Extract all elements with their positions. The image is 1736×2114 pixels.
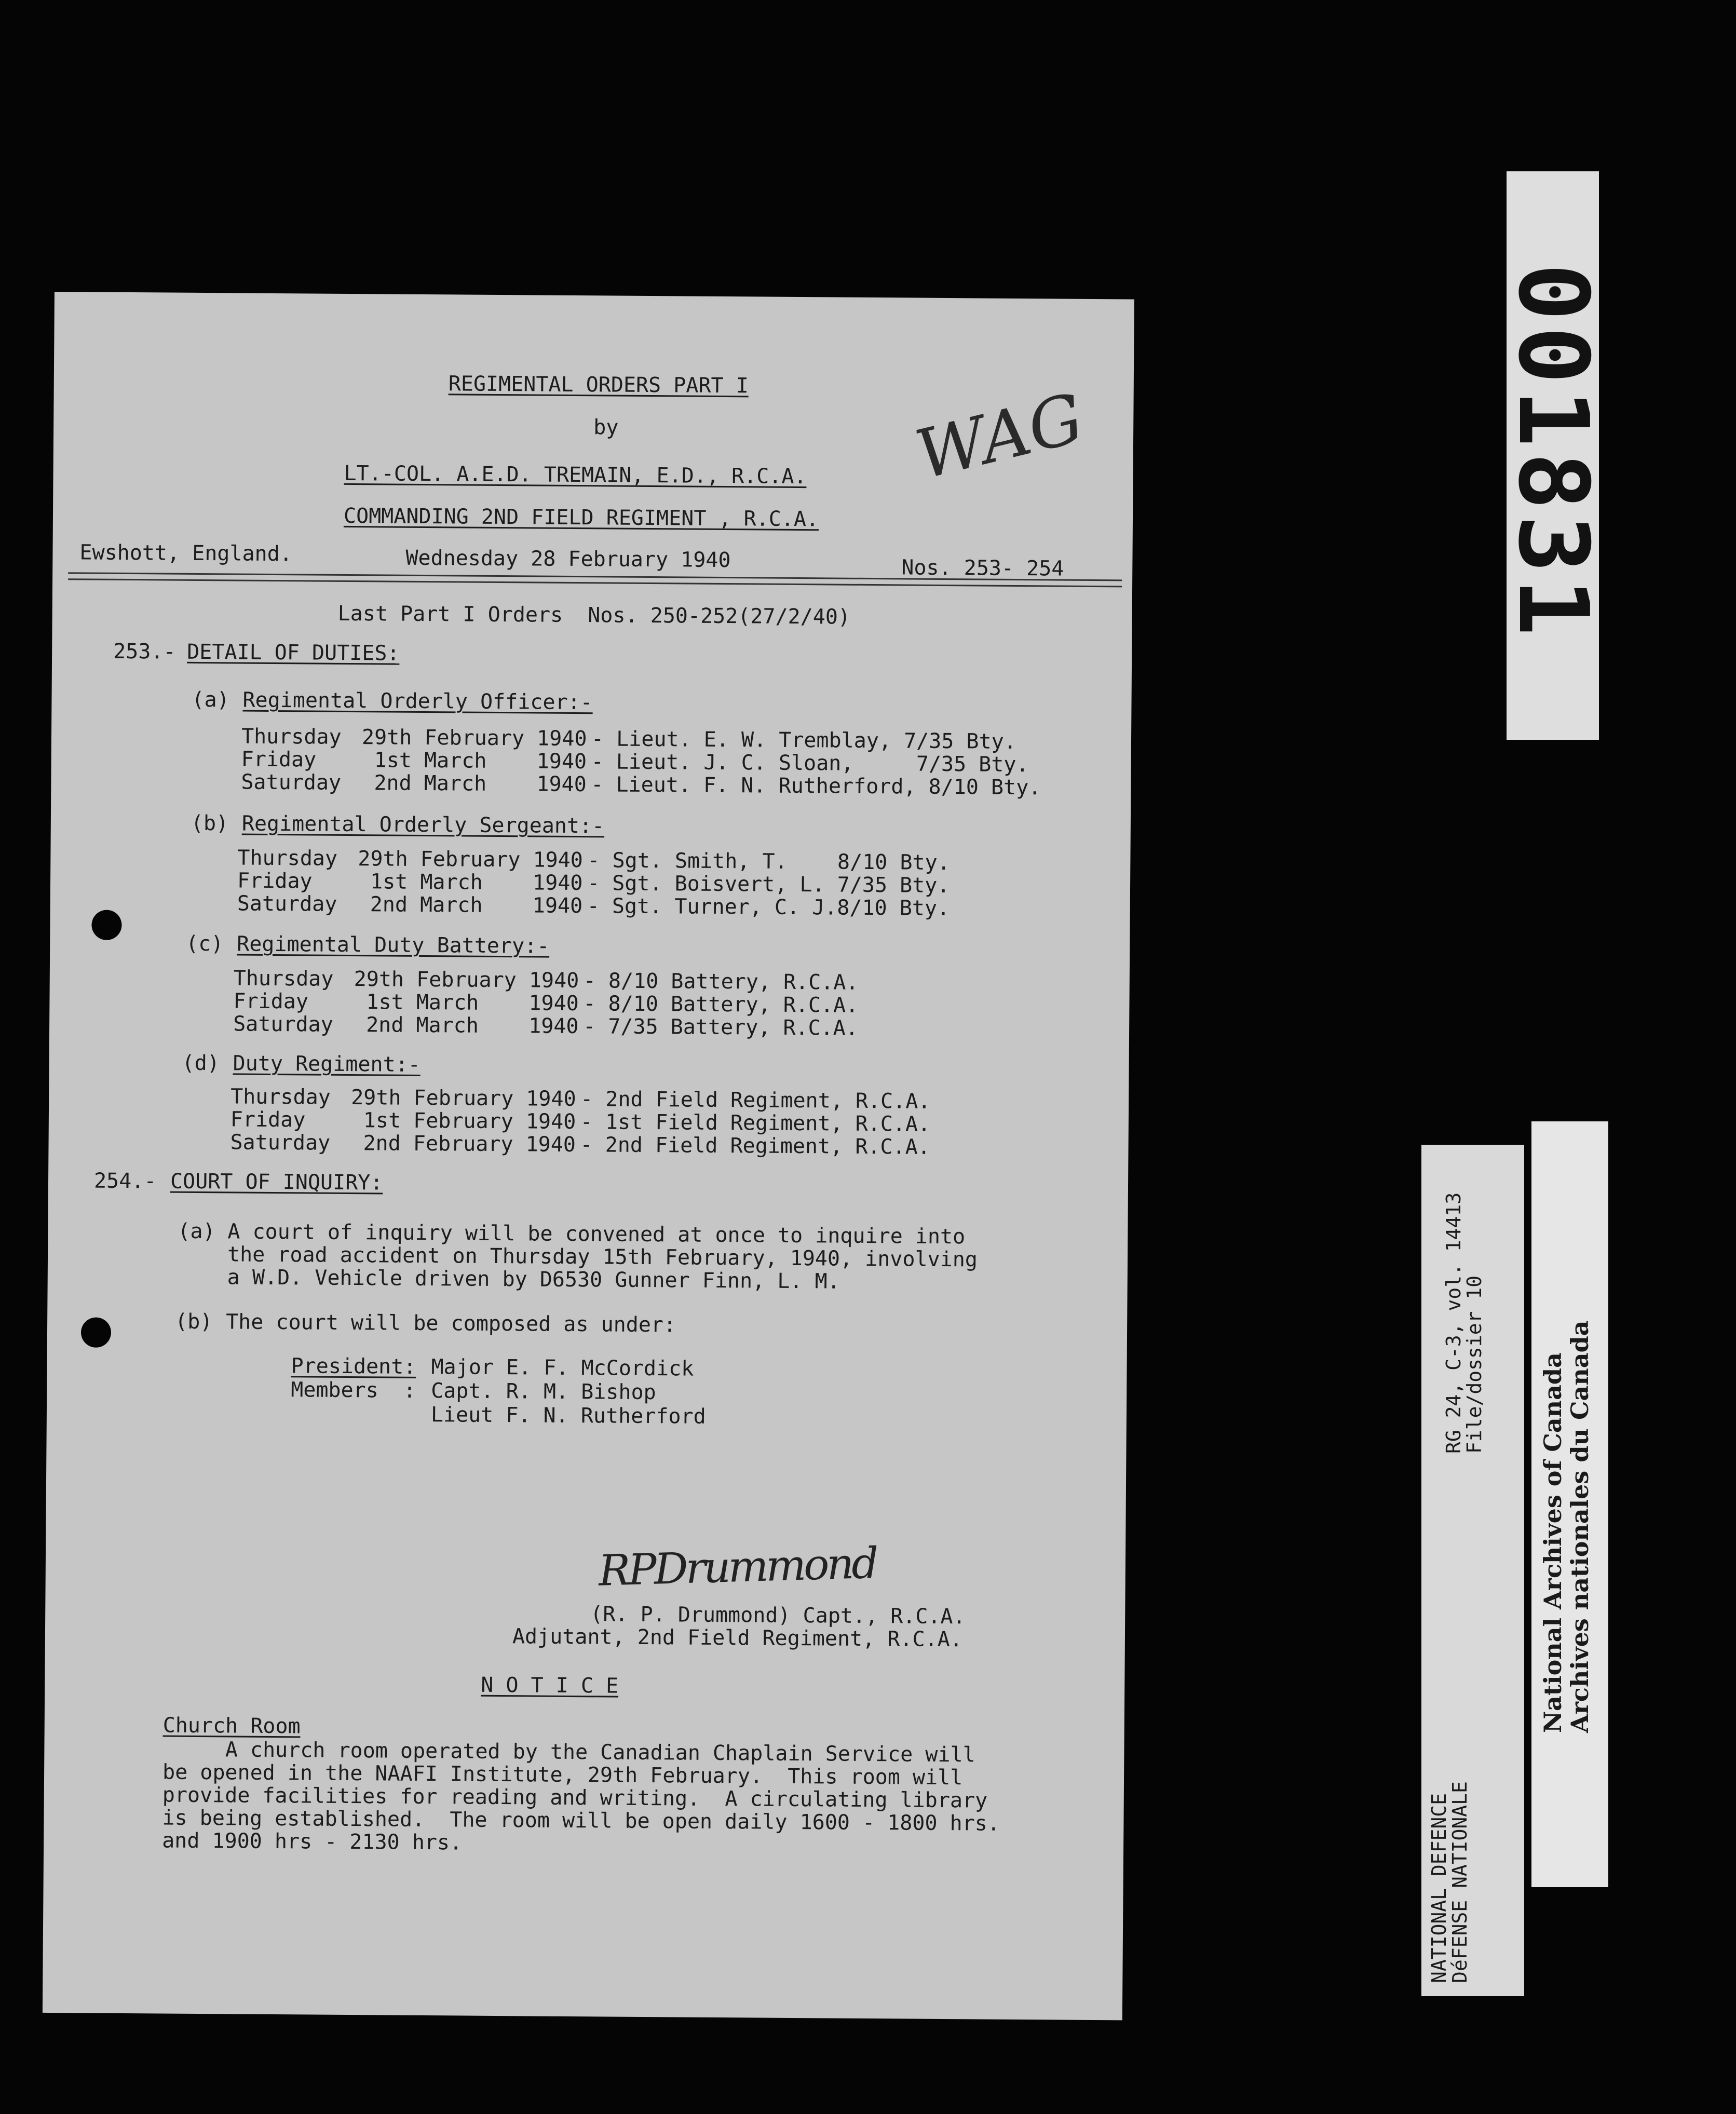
notice-line: A church room operated by the Canadian Chaplain Service will — [162, 1737, 975, 1767]
handwritten-initials: WAG — [908, 378, 1091, 495]
duty-day: Friday — [241, 747, 317, 772]
archives-name-en: National Archives of Canada — [1539, 1352, 1567, 1733]
notice-line: is being established. The room will be open daily 1600 - 1800 hrs. — [162, 1806, 1000, 1836]
notice-line: and 1900 hrs - 2130 hrs. — [162, 1828, 463, 1855]
duty-detail: - 2nd Field Regiment, R.C.A. — [580, 1133, 930, 1159]
duty-date: 29th February 1940 — [361, 725, 587, 751]
duty-day: Friday — [230, 1107, 306, 1132]
signatory-name: (R. P. Drummond) Capt., R.C.A. — [590, 1602, 966, 1629]
duty-detail: - 8/10 Battery, R.C.A. — [583, 992, 859, 1018]
duty-date: 2nd March 1940 — [365, 1013, 579, 1039]
duty-day: Thursday — [233, 966, 334, 991]
duty-date: 1st March 1940 — [366, 990, 579, 1016]
notice-line: provide facilities for reading and writing. A circulating library — [162, 1783, 988, 1813]
signatory-title: Adjutant, 2nd Field Regiment, R.C.A. — [512, 1624, 963, 1652]
duty-detail: - 2nd Field Regiment, R.C.A. — [580, 1087, 931, 1114]
duty-detail: - Sgt. Boisvert, L. 7/35 Bty. — [587, 871, 950, 898]
subsection-heading: Regimental Orderly Officer:- — [242, 688, 593, 715]
record-group-reference: RG 24, C-3, vol. 14413 — [1442, 1192, 1465, 1454]
order-date: Wednesday 28 February 1940 — [405, 546, 731, 573]
president-label: President: — [291, 1354, 416, 1379]
duty-detail: - 1st Field Regiment, R.C.A. — [580, 1110, 931, 1136]
duty-date: 1st March 1940 — [370, 870, 583, 896]
subsection-heading: Regimental Orderly Sergeant:- — [241, 811, 605, 838]
duty-detail: - Sgt. Turner, C. J.8/10 Bty. — [587, 894, 950, 921]
members-label: Members : — [291, 1378, 416, 1403]
notice-subheading: Church Room — [162, 1713, 301, 1739]
duty-detail: - Lieut. E. W. Tremblay, 7/35 Bty. — [591, 727, 1016, 754]
duty-detail: - Lieut. J. C. Sloan, 7/35 Bty. — [591, 750, 1029, 777]
duty-date: 1st March 1940 — [374, 748, 587, 774]
subsection-letter: (b) — [174, 1309, 213, 1334]
order-numbers: Nos. 253- 254 — [901, 555, 1064, 581]
subsection-heading: Duty Regiment:- — [233, 1051, 421, 1077]
last-orders: Last Part I Orders Nos. 250-252(27/2/40) — [337, 601, 851, 629]
duty-detail: - 8/10 Battery, R.C.A. — [583, 969, 859, 995]
duty-date: 2nd February 1940 — [363, 1131, 576, 1157]
commander-line: LT.-COL. A.E.D. TREMAIN, E.D., R.C.A. — [344, 461, 807, 489]
member-name: Capt. R. M. Bishop — [431, 1379, 656, 1405]
notice-heading: N O T I C E — [481, 1673, 619, 1698]
archives-name-label — [1531, 1121, 1608, 1887]
duty-day: Saturday — [230, 1130, 331, 1155]
duty-day: Thursday — [241, 724, 342, 749]
section-number: 253.- — [113, 639, 176, 664]
section-number: 254.- — [93, 1169, 157, 1194]
file-reference: File/dossier 10 — [1463, 1275, 1486, 1454]
subsection-letter: (a) — [178, 1219, 215, 1244]
duty-date: 1st February 1940 — [363, 1108, 576, 1134]
handwritten-signature: RPDrummond — [598, 1538, 877, 1596]
notice-line: be opened in the NAAFI Institute, 29th February. This room will — [162, 1760, 963, 1790]
duty-date: 29th February 1940 — [354, 967, 579, 993]
section-heading: COURT OF INQUIRY: — [170, 1169, 383, 1195]
duty-date: 2nd March 1940 — [370, 892, 583, 918]
subsection-letter: (d) — [182, 1051, 220, 1076]
member-name: Lieut F. N. Rutherford — [430, 1403, 706, 1429]
department-en: NATIONAL DEFENCE — [1428, 1793, 1450, 1983]
subsection-letter: (b) — [191, 811, 229, 836]
department-fr: DéFENSE NATIONALE — [1448, 1781, 1471, 1983]
president-name: Major E. F. McCordick — [431, 1355, 694, 1381]
inquiry-text: A court of inquiry will be convened at once to inquire into — [227, 1219, 966, 1249]
duty-date: 2nd March 1940 — [374, 771, 587, 797]
archive-reference-label — [1421, 1145, 1524, 1996]
duty-day: Saturday — [241, 770, 342, 795]
duty-day: Friday — [233, 989, 309, 1014]
location: Ewshott, England. — [79, 540, 293, 566]
duty-day: Thursday — [237, 846, 338, 871]
by-line: by — [593, 415, 619, 440]
frame-number-stamp — [1497, 171, 1609, 740]
archives-name-fr: Archives nationales du Canada — [1566, 1320, 1594, 1733]
duty-day: Thursday — [230, 1085, 331, 1109]
order-sheet — [43, 292, 1134, 2020]
punch-hole — [81, 1317, 111, 1347]
frame-number: 001831 — [1497, 263, 1609, 642]
duty-detail: - Sgt. Smith, T. 8/10 Bty. — [587, 848, 950, 875]
duty-detail: - 7/35 Battery, R.C.A. — [582, 1014, 859, 1040]
inquiry-text: a W.D. Vehicle driven by D6530 Gunner Finn, L. M. — [227, 1265, 840, 1294]
document-title: REGIMENTAL ORDERS PART I — [448, 372, 749, 398]
subsection-heading: Regimental Duty Battery:- — [237, 932, 550, 958]
court-composition-text: The court will be composed as under: — [225, 1310, 676, 1337]
duty-day: Friday — [237, 869, 313, 893]
duty-day: Saturday — [237, 891, 337, 916]
duty-date: 29th February 1940 — [351, 1086, 576, 1112]
commanding-line: COMMANDING 2ND FIELD REGIMENT , R.C.A. — [343, 504, 819, 532]
section-heading: DETAIL OF DUTIES: — [187, 640, 400, 666]
subsection-letter: (a) — [192, 687, 229, 712]
duty-detail: - Lieut. F. N. Rutherford, 8/10 Bty. — [591, 773, 1041, 800]
duty-date: 29th February 1940 — [358, 847, 584, 873]
subsection-letter: (c) — [186, 931, 224, 956]
duty-day: Saturday — [233, 1012, 333, 1037]
inquiry-text: the road accident on Thursday 15th February, 1940, involving — [227, 1242, 978, 1272]
